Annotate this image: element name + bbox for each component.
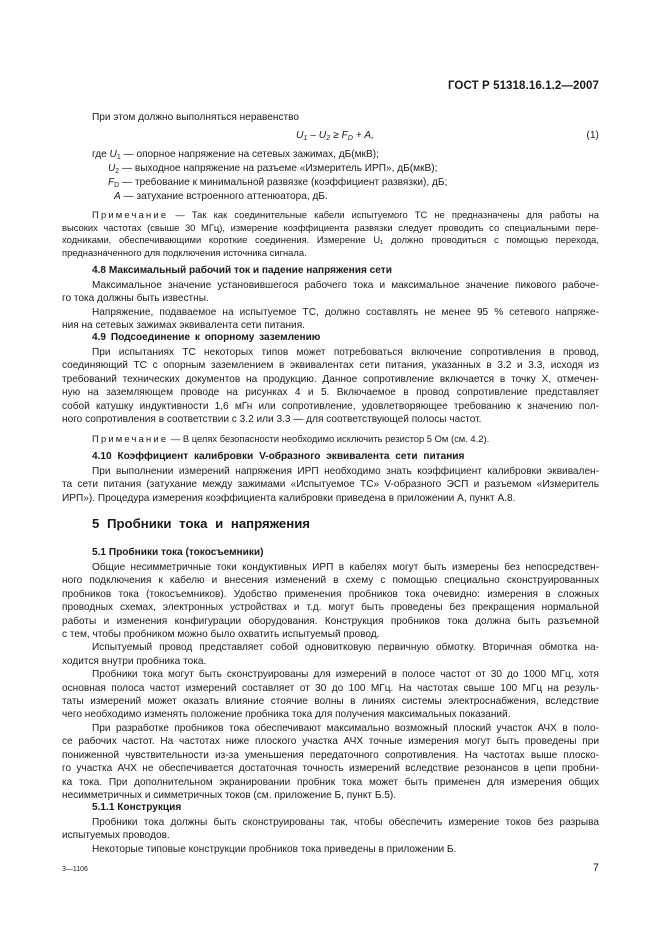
section-5-1-1-title: 5.1.1 Конструкция: [92, 802, 182, 813]
definition-a: A — затухание встроенного аттенюатора, дБ.: [114, 191, 328, 202]
standard-header: ГОСТ Р 51318.16.1.2—2007: [447, 80, 599, 92]
formula-number: (1): [586, 130, 599, 141]
section-4-8-body: Максимальное значение установившегося рабочего тока и максимальное значение пикового рабоче- го тока должны быть известны. Напряжение, подаваемое на испытуемое ТС, должно составлять не менее 95 % сетевого напряже- ния на сетевых зажимах эквивалента сети питания.: [62, 280, 599, 332]
section-5-1-title: 5.1 Пробники тока (токосъемники): [92, 547, 264, 558]
definition-fd: $F_D$ — требование к минимальной развязке (коэффициент развязки), дБ;: [108, 177, 448, 189]
definition-u1: где $U_1$ — опорное напряжение на сетевых зажимах, дБ(мкВ);: [92, 149, 379, 161]
note-label: Примечание: [92, 209, 169, 220]
section-4-8-title: 4.8 Максимальный рабочий ток и падение напряжения сети: [92, 265, 392, 276]
inequality-formula: $U_1 - U_2 \ge F_D + A$,: [296, 130, 374, 142]
definition-u2: $U_2$ — выходное напряжение на разъеме «Измеритель ИРП», дБ(мкВ);: [108, 163, 438, 175]
section-5-1-1-body: Пробники тока должны быть сконструированы так, чтобы обеспечить измерение токов без разрыва испытуемых проводов. Некоторые типовые конструкции пробников тока приведены в приложении Б.: [62, 817, 599, 855]
section-4-9-body: При испытаниях ТС некоторых типов может потребоваться включение сопротивления в провод, соединяющий ТС с опорным заземлением в эквивалентах сети питания, указанных в 3.2 и 3.3, исходя из требований технических документов на продукцию. Данное сопротивление включается в точку X, отмечен- ную на заземляющем проводе на рисунках 4 и 5. Включаемое в провод сопротивление представляет собой катушку индуктивности 1,6 мГн или сопротивление, удовлетворяющее требованию к значению пол- ного сопротивления в соответствии с 3.2 или 3.3 — для соответствующей полосы частот.: [62, 347, 599, 426]
note-decoupling: Примечание — Так как соединительные кабели испытуемого ТС не предназначены для работы на высоких частотах (свыше 30 МГц), измерение коэффициента развязки следует проводить со специальными пере- ходниками, обеспечивающими короткие соединения. Измерение U₁ должно проводиться с помощью перехода, предназначенного для подключения источника сигнала.: [62, 209, 599, 258]
section-4-9-title: 4.9 Подсоединение к опорному заземлению: [92, 332, 321, 343]
print-code: 3—1106: [62, 866, 88, 873]
note-resistor: Примечание — В целях безопасности необходимо исключить резистор 5 Ом (см. 4.2).: [92, 433, 490, 444]
intro-text: При этом должно выполняться неравенство: [92, 112, 300, 123]
section-5-title: 5 Пробники тока и напряжения: [92, 516, 311, 531]
section-5-1-body: Общие несимметричные токи кондуктивных ИРП в кабелях могут быть измерены без непосредствен- ного подключения к кабелю и внесения изменений в схему с помощью специально сконструированных пробников тока (токосъемников). Удобство применения пробников тока очевидно: измерения в сложных проводных схемах, электронных устройствах и т.д. могут быть проведены без прекращения нормальной работы и изменения конфигурации оборудования. Конструкция пробников тока должна быть разъемной с тем, чтобы пробником можно было охватить испытуемый провод. Испытуемый провод представляет собой одновитковую первичную обмотку. Вторичная обмотка на- ходится внутри пробника тока. Пробники тока могут быть сконструированы для измерений в полосе частот от 30 до 1000 МГц, хотя основная полоса частот измерений составляет от 30 до 100 МГц. На частотах свыше 100 МГц на резуль- таты измерений может оказать влияние стоячие волны в линиях системы электроснабжения, вследствие чего необходимо изменять положение пробника тока для получения максимальных показаний. При разработке пробников тока обеспечивают максимально возможный плоский участок АЧХ в поло- се рабочих частот. На частотах ниже плоского участка АЧХ точные измерения могут быть проведены при пониженной чувствительности из-за уменьшения передаточного сопротивления. На частотах выше плоско- го участка АЧХ не обеспечивается достаточная точность измерений вследствие резонансов в цепи пробни- ка тока. При дополнительном экранировании пробник тока может быть применен для измерения общих несимметричных и симметричных токов (см. приложение Б, пункт Б.5).: [62, 562, 599, 801]
section-4-10-body: При выполнении измерений напряжения ИРП необходимо знать коэффициент калибровки эквивален- та сети питания (затухание между зажимами «Испытуемое ТС» V-образного ЭСП и разъемом «Измеритель ИРП»). Процедура измерения коэффициента калибровки приведена в приложении А, пункт А.8.: [62, 466, 599, 504]
section-4-10-title: 4.10 Коэффициент калибровки V-образного эквивалента сети питания: [92, 451, 465, 462]
page-number: 7: [592, 862, 599, 874]
